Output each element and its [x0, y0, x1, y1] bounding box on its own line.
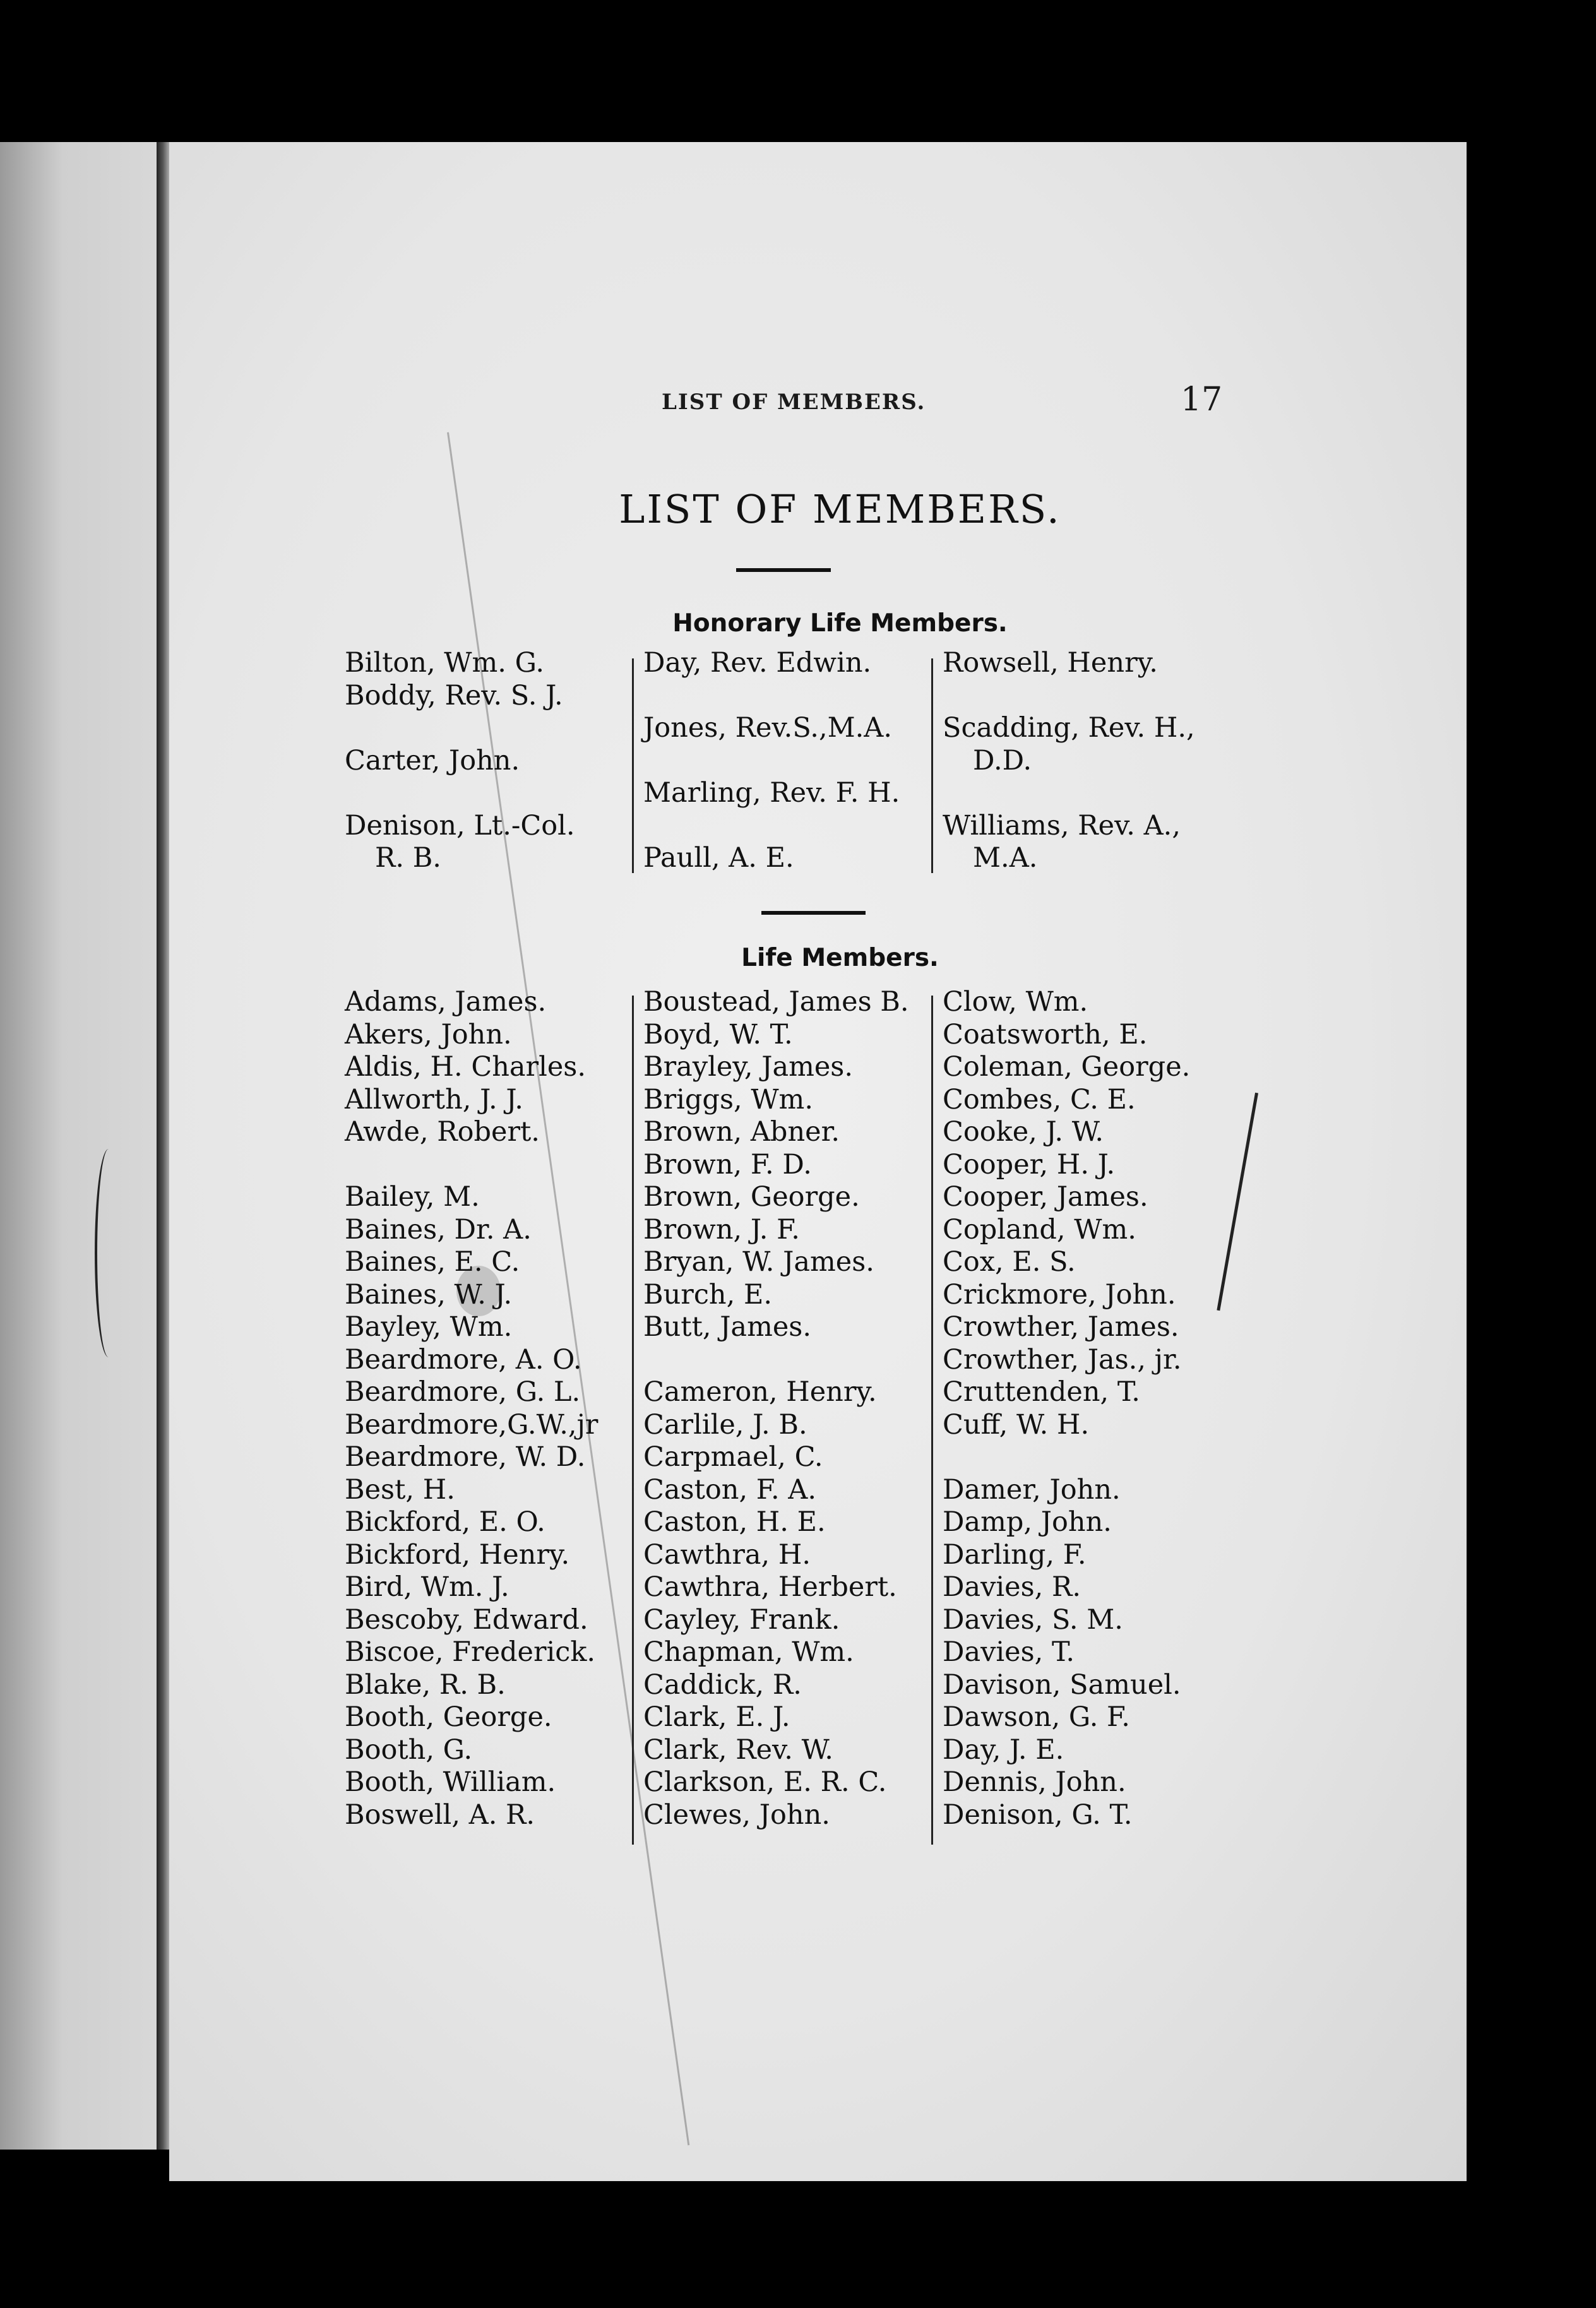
- member-name: Awde, Robert.: [345, 1116, 540, 1148]
- member-name: Clarkson, E. R. C.: [643, 1766, 887, 1798]
- member-name: Paull, A. E.: [643, 842, 794, 874]
- column-divider: [632, 658, 634, 873]
- member-name: Bickford, Henry.: [345, 1538, 570, 1571]
- member-name: Bilton, Wm. G.: [345, 647, 545, 679]
- column-divider: [931, 996, 933, 1845]
- member-name: Booth, William.: [345, 1766, 556, 1798]
- member-name: Combes, C. E.: [943, 1083, 1136, 1115]
- book-spine: [157, 142, 169, 2150]
- blank-line: [345, 777, 575, 810]
- member-name: Boyd, W. T.: [643, 1018, 793, 1050]
- member-name: Damp, John.: [943, 1506, 1112, 1538]
- facing-page: [0, 142, 157, 2150]
- blank-line: [943, 1441, 1190, 1474]
- member-name: Blake, R. B.: [345, 1669, 506, 1701]
- member-name: Caddick, R.: [643, 1669, 802, 1701]
- member-name: Baines, Dr. A.: [345, 1213, 532, 1246]
- member-name: D.D.: [973, 744, 1032, 776]
- blank-line: [345, 712, 575, 745]
- member-name: Bayley, Wm.: [345, 1311, 513, 1343]
- member-name: Carter, John.: [345, 744, 520, 776]
- title-rule: [736, 568, 831, 572]
- member-name: Coleman, George.: [943, 1051, 1191, 1083]
- member-name: Baines, E. C.: [345, 1246, 520, 1278]
- life-heading: Life Members.: [741, 944, 939, 972]
- section-rule: [761, 911, 866, 915]
- member-name: Crickmore, John.: [943, 1278, 1176, 1311]
- member-name: Copland, Wm.: [943, 1213, 1136, 1246]
- member-name: Clow, Wm.: [943, 986, 1088, 1018]
- member-name: M.A.: [973, 842, 1038, 874]
- member-name: Jones, Rev.S.,M.A.: [643, 712, 893, 744]
- blank-line: [643, 1344, 909, 1377]
- member-name: Allworth, J. J.: [345, 1083, 523, 1115]
- member-name: Cooper, James.: [943, 1181, 1148, 1213]
- page-title: LIST OF MEMBERS.: [619, 486, 1061, 532]
- member-name: Clark, Rev. W.: [643, 1734, 833, 1766]
- blank-line: [643, 745, 900, 778]
- member-name: Crowther, Jas., jr.: [943, 1343, 1182, 1376]
- member-name: Beardmore, A. O.: [345, 1343, 582, 1376]
- member-name: Cawthra, Herbert.: [643, 1571, 897, 1603]
- honorary-heading: Honorary Life Members.: [672, 609, 1008, 638]
- member-name: Cayley, Frank.: [643, 1603, 840, 1636]
- member-name: Darling, F.: [943, 1538, 1087, 1571]
- member-name: Beardmore,G.W.,jr: [345, 1408, 598, 1441]
- blank-line: [643, 680, 900, 713]
- member-name: Dawson, G. F.: [943, 1701, 1130, 1733]
- pencil-check-mark: [1192, 1088, 1258, 1311]
- member-name: Brown, Abner.: [643, 1116, 840, 1148]
- member-name: Bailey, M.: [345, 1181, 480, 1213]
- member-name: Boddy, Rev. S. J.: [345, 679, 563, 711]
- member-name: Damer, John.: [943, 1473, 1121, 1506]
- member-name: Bescoby, Edward.: [345, 1603, 588, 1636]
- member-name: Brown, F. D.: [643, 1148, 812, 1181]
- member-name: Baines, W. J.: [345, 1278, 513, 1311]
- member-name: R. B.: [375, 842, 441, 874]
- member-name: Davies, R.: [943, 1571, 1081, 1603]
- member-name: Cooke, J. W.: [943, 1116, 1104, 1148]
- life-column-1: [345, 986, 598, 1831]
- member-name: Caston, F. A.: [643, 1473, 816, 1506]
- member-name: Beardmore, W. D.: [345, 1441, 586, 1473]
- member-name: Day, Rev. Edwin.: [643, 647, 872, 679]
- member-name: Scadding, Rev. H.,: [943, 712, 1195, 744]
- member-name: Cruttenden, T.: [943, 1376, 1140, 1408]
- document-page: [169, 142, 1467, 2181]
- member-name: Denison, G. T.: [943, 1799, 1133, 1831]
- member-name: Denison, Lt.-Col.: [345, 809, 575, 842]
- column-divider: [632, 996, 634, 1845]
- member-name: Brayley, James.: [643, 1051, 854, 1083]
- member-name: Cameron, Henry.: [643, 1376, 877, 1408]
- member-name: Coatsworth, E.: [943, 1018, 1148, 1050]
- member-name: Williams, Rev. A.,: [943, 809, 1181, 842]
- honorary-column-3: [943, 647, 1195, 875]
- blank-line: [643, 810, 900, 843]
- member-name: Boustead, James B.: [643, 986, 909, 1018]
- member-name: Clark, E. J.: [643, 1701, 790, 1733]
- honorary-column-2: [643, 647, 900, 875]
- member-name: Bryan, W. James.: [643, 1246, 874, 1278]
- member-name: Booth, George.: [345, 1701, 552, 1733]
- member-name: Caston, H. E.: [643, 1506, 826, 1538]
- member-name: Dennis, John.: [943, 1766, 1126, 1798]
- life-column-3: [943, 986, 1190, 1831]
- member-name: Butt, James.: [643, 1311, 812, 1343]
- member-name: Davies, S. M.: [943, 1603, 1123, 1636]
- member-name: Booth, G.: [345, 1734, 473, 1766]
- column-divider: [931, 658, 933, 873]
- member-name: Best, H.: [345, 1473, 455, 1506]
- member-name: Cawthra, H.: [643, 1538, 811, 1571]
- member-name: Beardmore, G. L.: [345, 1376, 581, 1408]
- member-name: Bickford, E. O.: [345, 1506, 545, 1538]
- member-name: Marling, Rev. F. H.: [643, 777, 900, 809]
- blank-line: [943, 777, 1195, 810]
- member-name: Briggs, Wm.: [643, 1083, 814, 1115]
- member-name: Brown, J. F.: [643, 1213, 800, 1246]
- honorary-column-1: [345, 647, 575, 875]
- member-name: Carpmael, C.: [643, 1441, 823, 1473]
- page-number: 17: [1181, 381, 1223, 419]
- life-column-2: [643, 986, 909, 1831]
- member-name: Cuff, W. H.: [943, 1408, 1090, 1441]
- member-name: Biscoe, Frederick.: [345, 1636, 596, 1668]
- blank-line: [345, 1149, 598, 1182]
- member-name: Bird, Wm. J.: [345, 1571, 509, 1603]
- blank-line: [943, 680, 1195, 713]
- member-name: Rowsell, Henry.: [943, 647, 1158, 679]
- member-name: Cox, E. S.: [943, 1246, 1076, 1278]
- member-name: Brown, George.: [643, 1181, 860, 1213]
- member-name: Aldis, H. Charles.: [345, 1051, 587, 1083]
- member-name: Davison, Samuel.: [943, 1669, 1181, 1701]
- member-name: Davies, T.: [943, 1636, 1075, 1668]
- member-name: Chapman, Wm.: [643, 1636, 854, 1668]
- member-name: Burch, E.: [643, 1278, 773, 1311]
- member-name: Boswell, A. R.: [345, 1799, 535, 1831]
- running-head: LIST OF MEMBERS.: [662, 390, 926, 415]
- member-name: Carlile, J. B.: [643, 1408, 807, 1441]
- member-name: Adams, James.: [345, 986, 547, 1018]
- member-name: Cooper, H. J.: [943, 1148, 1116, 1181]
- member-name: Day, J. E.: [943, 1734, 1064, 1766]
- member-name: Akers, John.: [345, 1018, 512, 1050]
- pencil-mark: [95, 1149, 122, 1357]
- member-name: Clewes, John.: [643, 1799, 830, 1831]
- member-name: Crowther, James.: [943, 1311, 1179, 1343]
